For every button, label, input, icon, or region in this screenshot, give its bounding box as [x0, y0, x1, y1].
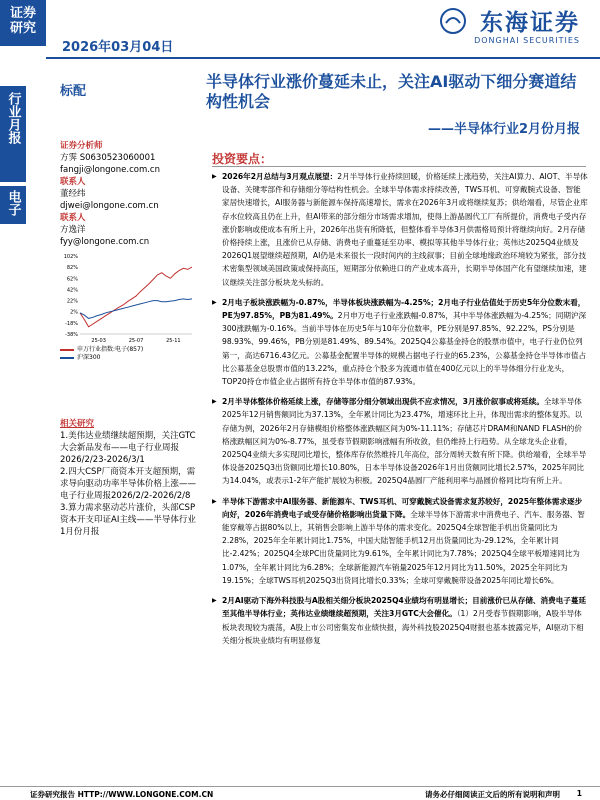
related-heading: 相关研究: [60, 419, 95, 429]
rating: 标配: [60, 84, 87, 99]
key-point-text: 全球半导体2025年12月销售额同比为37.13%，全年累计同比为23.47%，增速环比上升，体现出需求的整体复苏。以存储为例，2026年2月存储模组价格整体涨跌幅区间为0%-11.11%；存储芯片DRAM和NAND FLASH的价格涨跌幅区间为0%-8.77%，虽受春节假期影响涨幅有所收敛，但仍维持上行趋势。从全球龙头企业看，2025Q4业绩大多实现同比增长，整体库存依然维持几年高位，部分周转天数有所下降。供给端看，全球半导体设备2025Q3出货额同比增长10.80%，日本半导体设备2026年1月出货额同比增长2.57%，2025年同比为14.04%，或表示1-2年产能扩展较为积极。2025Q4晶圆厂产能利用率与晶圆价格同比均有所上升。: [222, 397, 587, 486]
y-tick-label: 62%: [66, 276, 78, 283]
key-points-body: [212, 170, 588, 654]
x-tick-label: 25-11: [166, 338, 181, 344]
related-research: [60, 418, 198, 538]
section-divider: [212, 166, 586, 167]
related-item[interactable]: 3.算力需求驱动芯片涨价，头部CSP资本开支印证AI主线——半导体行业1月份月报: [60, 503, 196, 537]
analyst-line: 方霁 S0630523060001: [60, 153, 156, 163]
key-point-lead: 2026年2月总结与3月观点展望：: [222, 172, 338, 181]
analyst-line: 董经纬: [60, 189, 86, 199]
category-band: [0, 86, 26, 182]
page-number: 1: [576, 789, 582, 798]
key-point-lead: 2月电子板块涨跌幅为-0.87%，半导体板块涨跌幅为-4.25%；2月电子行业估值处于历史5年分位数末看，PE为97.85%，PB为81.49%。: [222, 297, 586, 321]
key-point-text: 2月半导体行业持续回暖，价格延续上涨趋势，关注AI算力、AIOT、半导体设备、关键零部件和存储细分等结构性机会。全球半导体需求持续改善，TWS耳机、可穿戴腕式设备、智能家居快速增长，AI服务器与新能源车保持高速增长，需求在2026年3月或将继续复苏；供给端看，尽管企业库存水位较高且仍在上升，但AI带来的部分细分市场需求增加，使得上游晶圆代工厂有所提价，消费电子受内存涨价影响或使成本有所上升，2026年出货有所降低，但整体看半导体3月供需格局预计将继续向好。2月存储价格持续上涨，且涨价已从存储、消费电子重蔓延至功率、模拟等其他半导体行业；英伟达2025Q4业绩及2026Q1展望继续超预期，AI仍是未来很长一段时间内的主线叙事；目前全球地缘政治环境较为紧张，部分技术密集型领域美国政策或保持高压，短期部分依赖进口的产业成本高升，长期半导体国产化有望继续加速，建议继续关注部分板块龙头标的。: [222, 172, 588, 287]
logo-chinese: 东海证券: [480, 10, 580, 36]
performance-chart: [58, 252, 196, 346]
footer-disclaimer: 请务必仔细阅读正文后的所有说明和声明: [425, 790, 560, 799]
analyst-line: 方逸洋: [60, 225, 86, 235]
report-type-tag: [0, 0, 46, 46]
industry-label: 电子: [5, 190, 21, 216]
analyst-line: djwei@longone.com.cn: [60, 201, 159, 211]
y-tick-label: 42%: [66, 287, 78, 294]
logo-english: DONGHAI SECURITIES: [474, 36, 580, 45]
key-point-lead: 2月AI驱动下海外科技股与A股相关细分板块2025Q4业绩均有明显增长；目前涨价已从存储、消费电子蔓延至其他半导体行业；英伟达业绩继续超预期，关注3月GTC大会催化。: [222, 596, 587, 619]
x-tick-label: 25-03: [91, 338, 106, 344]
footer-left: 证券研究报告 HTTP://WWW.LONGONE.COM.CN: [30, 790, 214, 799]
tag-line2: 研究: [9, 21, 36, 36]
analyst-heading: 联系人: [60, 213, 86, 223]
y-tick-label: 2%: [70, 309, 78, 316]
top-divider: [46, 57, 600, 59]
key-point: [212, 495, 588, 587]
report-subtitle: ——半导体行业2月份月报: [427, 122, 580, 137]
legend-label: 沪深300: [77, 354, 101, 361]
report-date: 2026年03月04日: [62, 40, 174, 55]
y-tick-label: -38%: [65, 332, 78, 338]
analyst-info: [60, 140, 190, 248]
tag-line1: 证券: [9, 6, 36, 21]
category-label: 行业月报: [5, 92, 21, 144]
y-tick-label: 82%: [66, 265, 78, 272]
key-point-lead: 2月半导体整体价格延续上涨，存储等部分细分领域出现供不应求情况，3月涨价叙事或将延续。: [222, 397, 544, 407]
analyst-heading: 证券分析师: [60, 141, 103, 151]
key-point-text: 全球半导体下游需求中消费电子、汽车、服务器、智能穿戴等占据80%以上，其销售会影响上游半导体的需求变化。2025Q4全球智能手机出货量同比为2.28%，2025年全年累计同比1.75%，中国大陆智能手机12月出货量同比为-29.12%，全年累计同比-2.42%；2025Q4全球PC出货量同比为9.61%，全年累计同比为7.78%；2025Q4全球平板增速同比为1.07%，全年累计同比为6.28%；全球新能源汽车销量2025年12月同比为11.50%，2025全年同比为19.15%；全球TWS耳机2025Q3出货同比增长0.33%；全球可穿戴腕带设备2025年同比增长6%。: [222, 509, 585, 585]
series-line-0: [80, 267, 192, 327]
series-line-1: [80, 299, 192, 319]
logo-mark-icon: [440, 8, 466, 34]
key-point: [212, 395, 588, 487]
related-item[interactable]: 1.美伟达业绩继续超预期，关注GTC大会新品发布——电子行业周报2026/2/23-2026/3/1: [60, 431, 196, 465]
key-point: [212, 170, 588, 289]
legend-entry: [60, 346, 143, 354]
legend-swatch: [60, 349, 74, 351]
key-point-lead: 半导体下游需求中AI服务器、新能源车、TWS耳机、可穿戴腕式设备需求复苏较好，2025年整体需求逐步向好，2026年消费电子或受存储价格影响出货量下降。: [222, 496, 583, 519]
section-heading: 投资要点：: [212, 152, 273, 166]
related-item[interactable]: 2.四大CSP厂商资本开支超预期，需求导向驱动功率半导体价格上涨——电子行业周报2026/2/2-2026/2/8: [60, 467, 197, 501]
analyst-line: fangji@longone.com.cn: [60, 165, 160, 175]
y-tick-label: -18%: [65, 320, 78, 327]
key-point-text: 2月申万电子行业涨跌幅-0.87%，其中半导体涨跌幅为-4.25%；同期沪深300涨跌幅为-0.16%。当前半导体在历史5年与10年分位数率，PE分别是97.85%、92.22%，PS分别是98.93%、99.46%，PB分别是81.49%、89.54%。2025Q4公募基金持仓的股票市值中，电子行业仍位列第一，高达6716.43亿元。公募基金配置半导体的规模占据电子行业的65.23%，公募基金持仓半导体市值占比公募基金总股票市值的13.22%，重点持仓个股多为流通市值在400亿元以上的半导体细分行业龙头，TOP20持仓市值企业占据所有持仓半导体市值的87.93%。: [222, 311, 587, 387]
legend-swatch: [60, 357, 74, 359]
legend-label: 申万行业指数:电子(857): [77, 346, 144, 353]
analyst-line: fyy@longone.com.cn: [60, 237, 150, 247]
key-point: [212, 296, 588, 388]
industry-band: [0, 186, 26, 224]
key-point-text: （1）2月受春节假期影响，A股半导体板块表现较为震荡，A股上市公司密集发布业绩快报，海外科技股2025Q4财报也基本披露完毕，AI驱动下相关细分板块业绩均有明显修复: [222, 609, 584, 645]
chart-legend: [60, 346, 143, 362]
analyst-heading: 联系人: [60, 177, 86, 187]
y-tick-label: 102%: [63, 254, 78, 260]
key-point: [212, 594, 588, 647]
company-logo: [474, 4, 580, 45]
x-tick-label: 25-07: [128, 338, 144, 344]
legend-entry: [60, 354, 143, 362]
footer-divider: [0, 786, 600, 787]
y-tick-label: 22%: [66, 298, 78, 305]
report-title: 半导体行业涨价蔓延未止，关注AI驱动下细分赛道结构性机会: [206, 72, 577, 111]
